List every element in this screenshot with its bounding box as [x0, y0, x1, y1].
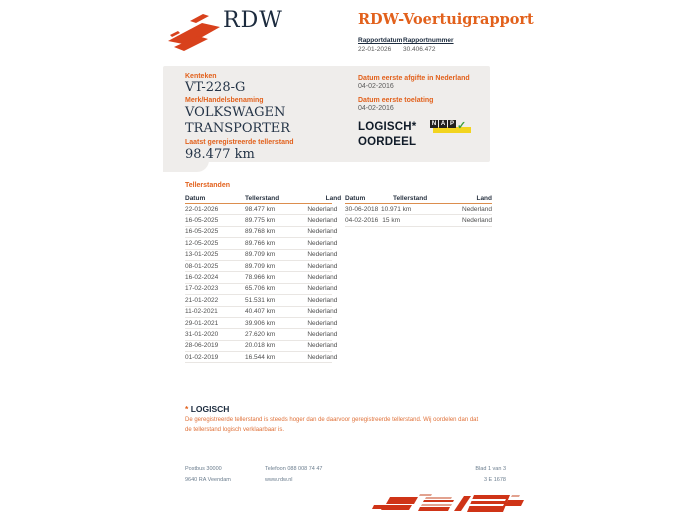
- table-row: [185, 307, 338, 318]
- row-tellerstand: 98.477 km: [245, 205, 276, 213]
- row-land: Nederland: [307, 262, 338, 270]
- row-datum: 12-05-2025: [185, 239, 219, 247]
- oordeel-line2: OORDEEL: [358, 136, 417, 148]
- row-datum: 11-02-2021: [185, 308, 218, 316]
- table-row: [185, 295, 338, 306]
- rdw-stripes-graphic: [368, 492, 524, 514]
- row-land: Nederland: [307, 330, 338, 338]
- rdw-wordmark: RDW: [223, 8, 283, 33]
- row-tellerstand: 89.766 km: [245, 239, 276, 247]
- row-datum: 21-01-2022: [185, 296, 219, 304]
- eerste-toelating-value: 04-02-2016: [358, 105, 394, 112]
- rapportnummer-label: Rapportnummer: [403, 37, 454, 44]
- row-datum: 04-02-2016: [345, 217, 379, 225]
- row-land: Nederland: [307, 239, 338, 247]
- table-row: [185, 284, 338, 295]
- oordeel-line1: LOGISCH*: [358, 121, 417, 133]
- row-datum: 31-01-2020: [185, 330, 219, 338]
- row-tellerstand: 89.709 km: [245, 262, 276, 270]
- header-land: Land: [476, 195, 492, 202]
- row-tellerstand: 39.906 km: [245, 319, 276, 327]
- row-datum: 22-01-2026: [185, 205, 219, 213]
- table-row: [185, 318, 338, 329]
- table-row: [185, 227, 338, 238]
- kenteken-label: Kenteken: [185, 73, 217, 80]
- tellerstanden-title: Tellerstanden: [185, 182, 230, 189]
- table-header-row: [345, 193, 492, 204]
- tellerstanden-table-right: [345, 193, 492, 227]
- row-tellerstand: 27.620 km: [245, 330, 276, 338]
- table-header-row: [185, 193, 342, 204]
- eerste-afgifte-label: Datum eerste afgifte in Nederland: [358, 75, 470, 82]
- footnote-text: De geregistreerde tellerstand is steeds hoger dan de daarvoor geregistreerde tellerstand. Wij oordelen dan dat de tellerstand logisch verklaarbaar is.: [185, 417, 479, 433]
- row-datum: 16-02-2024: [185, 274, 219, 282]
- table-row: [185, 261, 338, 272]
- footer-address: [185, 464, 231, 486]
- table-row: [185, 272, 338, 283]
- row-tellerstand: 89.709 km: [245, 251, 276, 259]
- row-tellerstand: 40.407 km: [245, 308, 276, 316]
- row-tellerstand: 65.706 km: [245, 285, 276, 293]
- row-datum: 30-06-2018: [345, 205, 379, 213]
- kenteken-value: VT-228-G: [185, 80, 246, 95]
- row-datum: 01-02-2019: [185, 353, 219, 361]
- row-land: Nederland: [307, 285, 338, 293]
- footer-website: www.rdw.nl: [265, 477, 293, 483]
- table-row: [185, 341, 338, 352]
- row-datum: 08-01-2025: [185, 262, 219, 270]
- laatste-tellerstand-label: Laatst geregistreerde tellerstand: [185, 139, 294, 146]
- rapportnummer-value: 30.406.472: [403, 46, 436, 53]
- row-land: Nederland: [307, 353, 338, 361]
- header-land: Land: [325, 195, 342, 202]
- table-row: [185, 329, 338, 340]
- row-land: Nederland: [307, 217, 338, 225]
- row-tellerstand: 16.544 km: [245, 353, 276, 361]
- rdw-bird-logo-icon: [168, 11, 220, 53]
- header-tellerstand: Tellerstand: [245, 195, 280, 202]
- table-row: [345, 215, 492, 226]
- row-datum: 28-06-2019: [185, 342, 219, 350]
- merk-value-line1: VOLKSWAGEN: [185, 105, 286, 120]
- footer-address-line2: 9640 RA Veendam: [185, 477, 231, 483]
- row-land: Nederland: [307, 342, 338, 350]
- table-row: [345, 204, 492, 215]
- table-row: [185, 215, 338, 226]
- table-row: [185, 204, 338, 215]
- row-tellerstand: 15 km: [382, 217, 400, 225]
- nap-letter-n: N: [431, 121, 437, 127]
- header-datum: Datum: [345, 195, 366, 202]
- header-tellerstand: Tellerstand: [393, 195, 428, 202]
- row-land: Nederland: [307, 308, 338, 316]
- row-tellerstand: 89.775 km: [245, 217, 276, 225]
- table-row: [185, 238, 338, 249]
- eerste-toelating-label: Datum eerste toelating: [358, 97, 434, 104]
- footnote-asterisk: *: [185, 404, 189, 414]
- footer-page-number: Blad 1 van 3: [475, 466, 506, 472]
- row-land: Nederland: [307, 228, 338, 236]
- row-land: Nederland: [462, 205, 492, 213]
- row-datum: 13-01-2025: [185, 251, 219, 259]
- footer-page-info: [475, 464, 506, 486]
- rapportdatum-value: 22-01-2026: [358, 46, 392, 53]
- row-tellerstand: 51.531 km: [245, 296, 276, 304]
- tellerstanden-table-right-rows: [345, 204, 492, 227]
- rapportdatum-label: Rapportdatum: [358, 37, 403, 44]
- row-datum: 16-05-2025: [185, 217, 219, 225]
- row-tellerstand: 10.971 km: [381, 205, 412, 213]
- row-tellerstand: 78.966 km: [245, 274, 276, 282]
- row-tellerstand: 89.768 km: [245, 228, 276, 236]
- footer-form-code: 3 E 1678: [483, 477, 506, 483]
- row-land: Nederland: [307, 205, 338, 213]
- row-datum: 17-02-2023: [185, 285, 219, 293]
- tellerstanden-table-left: [185, 193, 342, 363]
- row-datum: 16-05-2025: [185, 228, 219, 236]
- row-tellerstand: 20.018 km: [245, 342, 276, 350]
- laatste-tellerstand-value: 98.477 km: [185, 147, 255, 162]
- footer-contact: [265, 464, 323, 486]
- table-row: [185, 352, 338, 363]
- row-datum: 29-01-2021: [185, 319, 219, 327]
- header-datum: Datum: [185, 195, 206, 202]
- tellerstanden-table-left-rows: [185, 204, 338, 363]
- merk-label: Merk/Handelsbenaming: [185, 97, 264, 104]
- nap-logo: [430, 120, 476, 138]
- nap-checkmark-icon: ✓: [457, 120, 467, 132]
- eerste-afgifte-value: 04-02-2016: [358, 83, 394, 90]
- row-land: Nederland: [307, 251, 338, 259]
- footer-address-line1: Postbus 30000: [185, 466, 222, 472]
- footnote-title: [185, 404, 229, 414]
- row-land: Nederland: [307, 274, 338, 282]
- footnote-title-text: LOGISCH: [190, 404, 230, 414]
- table-row: [185, 250, 338, 261]
- row-land: Nederland: [462, 217, 492, 225]
- row-land: Nederland: [307, 296, 338, 304]
- row-land: Nederland: [307, 319, 338, 327]
- document-title: RDW-Voertuigrapport: [358, 11, 534, 28]
- nap-letter-a: A: [440, 121, 446, 127]
- nap-letter-p: P: [449, 121, 454, 127]
- merk-value-line2: TRANSPORTER: [185, 121, 291, 136]
- footer-phone: Telefoon 088 008 74 47: [265, 466, 323, 472]
